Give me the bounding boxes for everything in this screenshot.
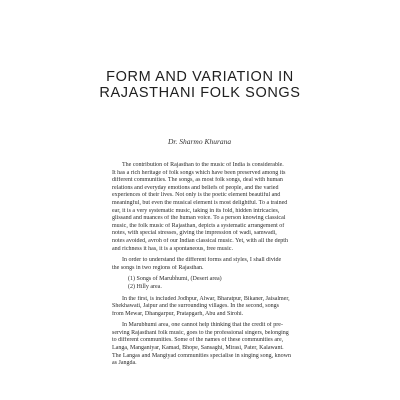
- paragraph-line: In order to understand the different forms and styles, I shall divide: [122, 257, 282, 264]
- paragraph-line: The Langas and Mangiyad communities specialise in singing song, known: [112, 352, 291, 359]
- paragraph-line: serving Rajasthani folk music, goes to the professional singers, belonging: [112, 329, 289, 336]
- paper-title-line-1: FORM AND VARIATION IN: [106, 69, 294, 85]
- paragraph-line: In the first, is included Jodhpur, Alwar, Bharatpur, Bikaner, Jaisalmer,: [122, 295, 290, 302]
- body-paragraph: [112, 162, 298, 253]
- body-paragraph: [112, 296, 298, 319]
- region-list-item: (2) Hilly area.: [128, 283, 162, 290]
- body-paragraph: [112, 322, 298, 368]
- paper-title-line-2: RAJASTHANI FOLK SONGS: [99, 85, 301, 101]
- article-body: [112, 162, 298, 372]
- paragraph-line: notes, with special stresses, giving the impression of wadi, samwadi,: [112, 230, 277, 237]
- paragraph-line: different communities. The songs, as most folk songs, deal with human: [112, 177, 283, 184]
- paragraph-line: from Mewar, Dhangarpur, Pratapgarh, Abu and Sirohi.: [112, 310, 244, 317]
- region-list: [128, 276, 298, 291]
- author-name: Dr. Sharmo Khurana: [168, 137, 232, 146]
- paragraph-line: The contribution of Rajasthan to the music of India is considerable.: [122, 162, 284, 168]
- paragraph-line: relations and everyday emotions and beliefs of people, and the varied: [112, 184, 279, 191]
- paragraph-line: notes avoided, avroh of our Indian classical music. Yet, with all the depth: [112, 237, 288, 244]
- paragraph-line: ear, it is a very systematic music, taking in its fold, hidden intricacies,: [112, 207, 280, 214]
- paragraph-line: It has a rich heritage of folk songs which have been preserved among its: [112, 169, 286, 176]
- region-list-item: (1) Songs of Marubhumi, (Desert area): [128, 276, 222, 283]
- paragraph-line: glissand and nuances of the human voice. To a person knowing classical: [112, 215, 286, 222]
- paragraph-line: experiences of their lives. Not only is the poetic element beautiful and: [112, 192, 281, 199]
- paragraph-line: and richness it has, it is a spontaneous, free music.: [112, 245, 233, 252]
- paragraph-line: music, the folk music of Rajasthan, depicts a systematic arrangement of: [112, 222, 285, 229]
- body-paragraph: [112, 257, 298, 272]
- paragraph-line: Shekhawati, Jaipur and the surrounding villages. In the second, songs: [112, 303, 279, 310]
- paragraph-line: Langa, Manganiyar, Kamad, Bhope, Sansaghi, Mirasi, Pater, Kalawant.: [112, 345, 284, 352]
- paragraph-line: to different communities. Some of the names of these communities are,: [112, 337, 284, 344]
- paragraph-line: the songs in two regions of Rajasthan.: [112, 264, 204, 271]
- paragraph-line: as Jangda.: [112, 360, 137, 367]
- paragraph-line: meaningful, but even the musical element is most delightful. To a trained: [112, 199, 288, 206]
- paragraph-line: In Marubhumi area, one cannot help thinking that the credit of pre-: [122, 322, 283, 329]
